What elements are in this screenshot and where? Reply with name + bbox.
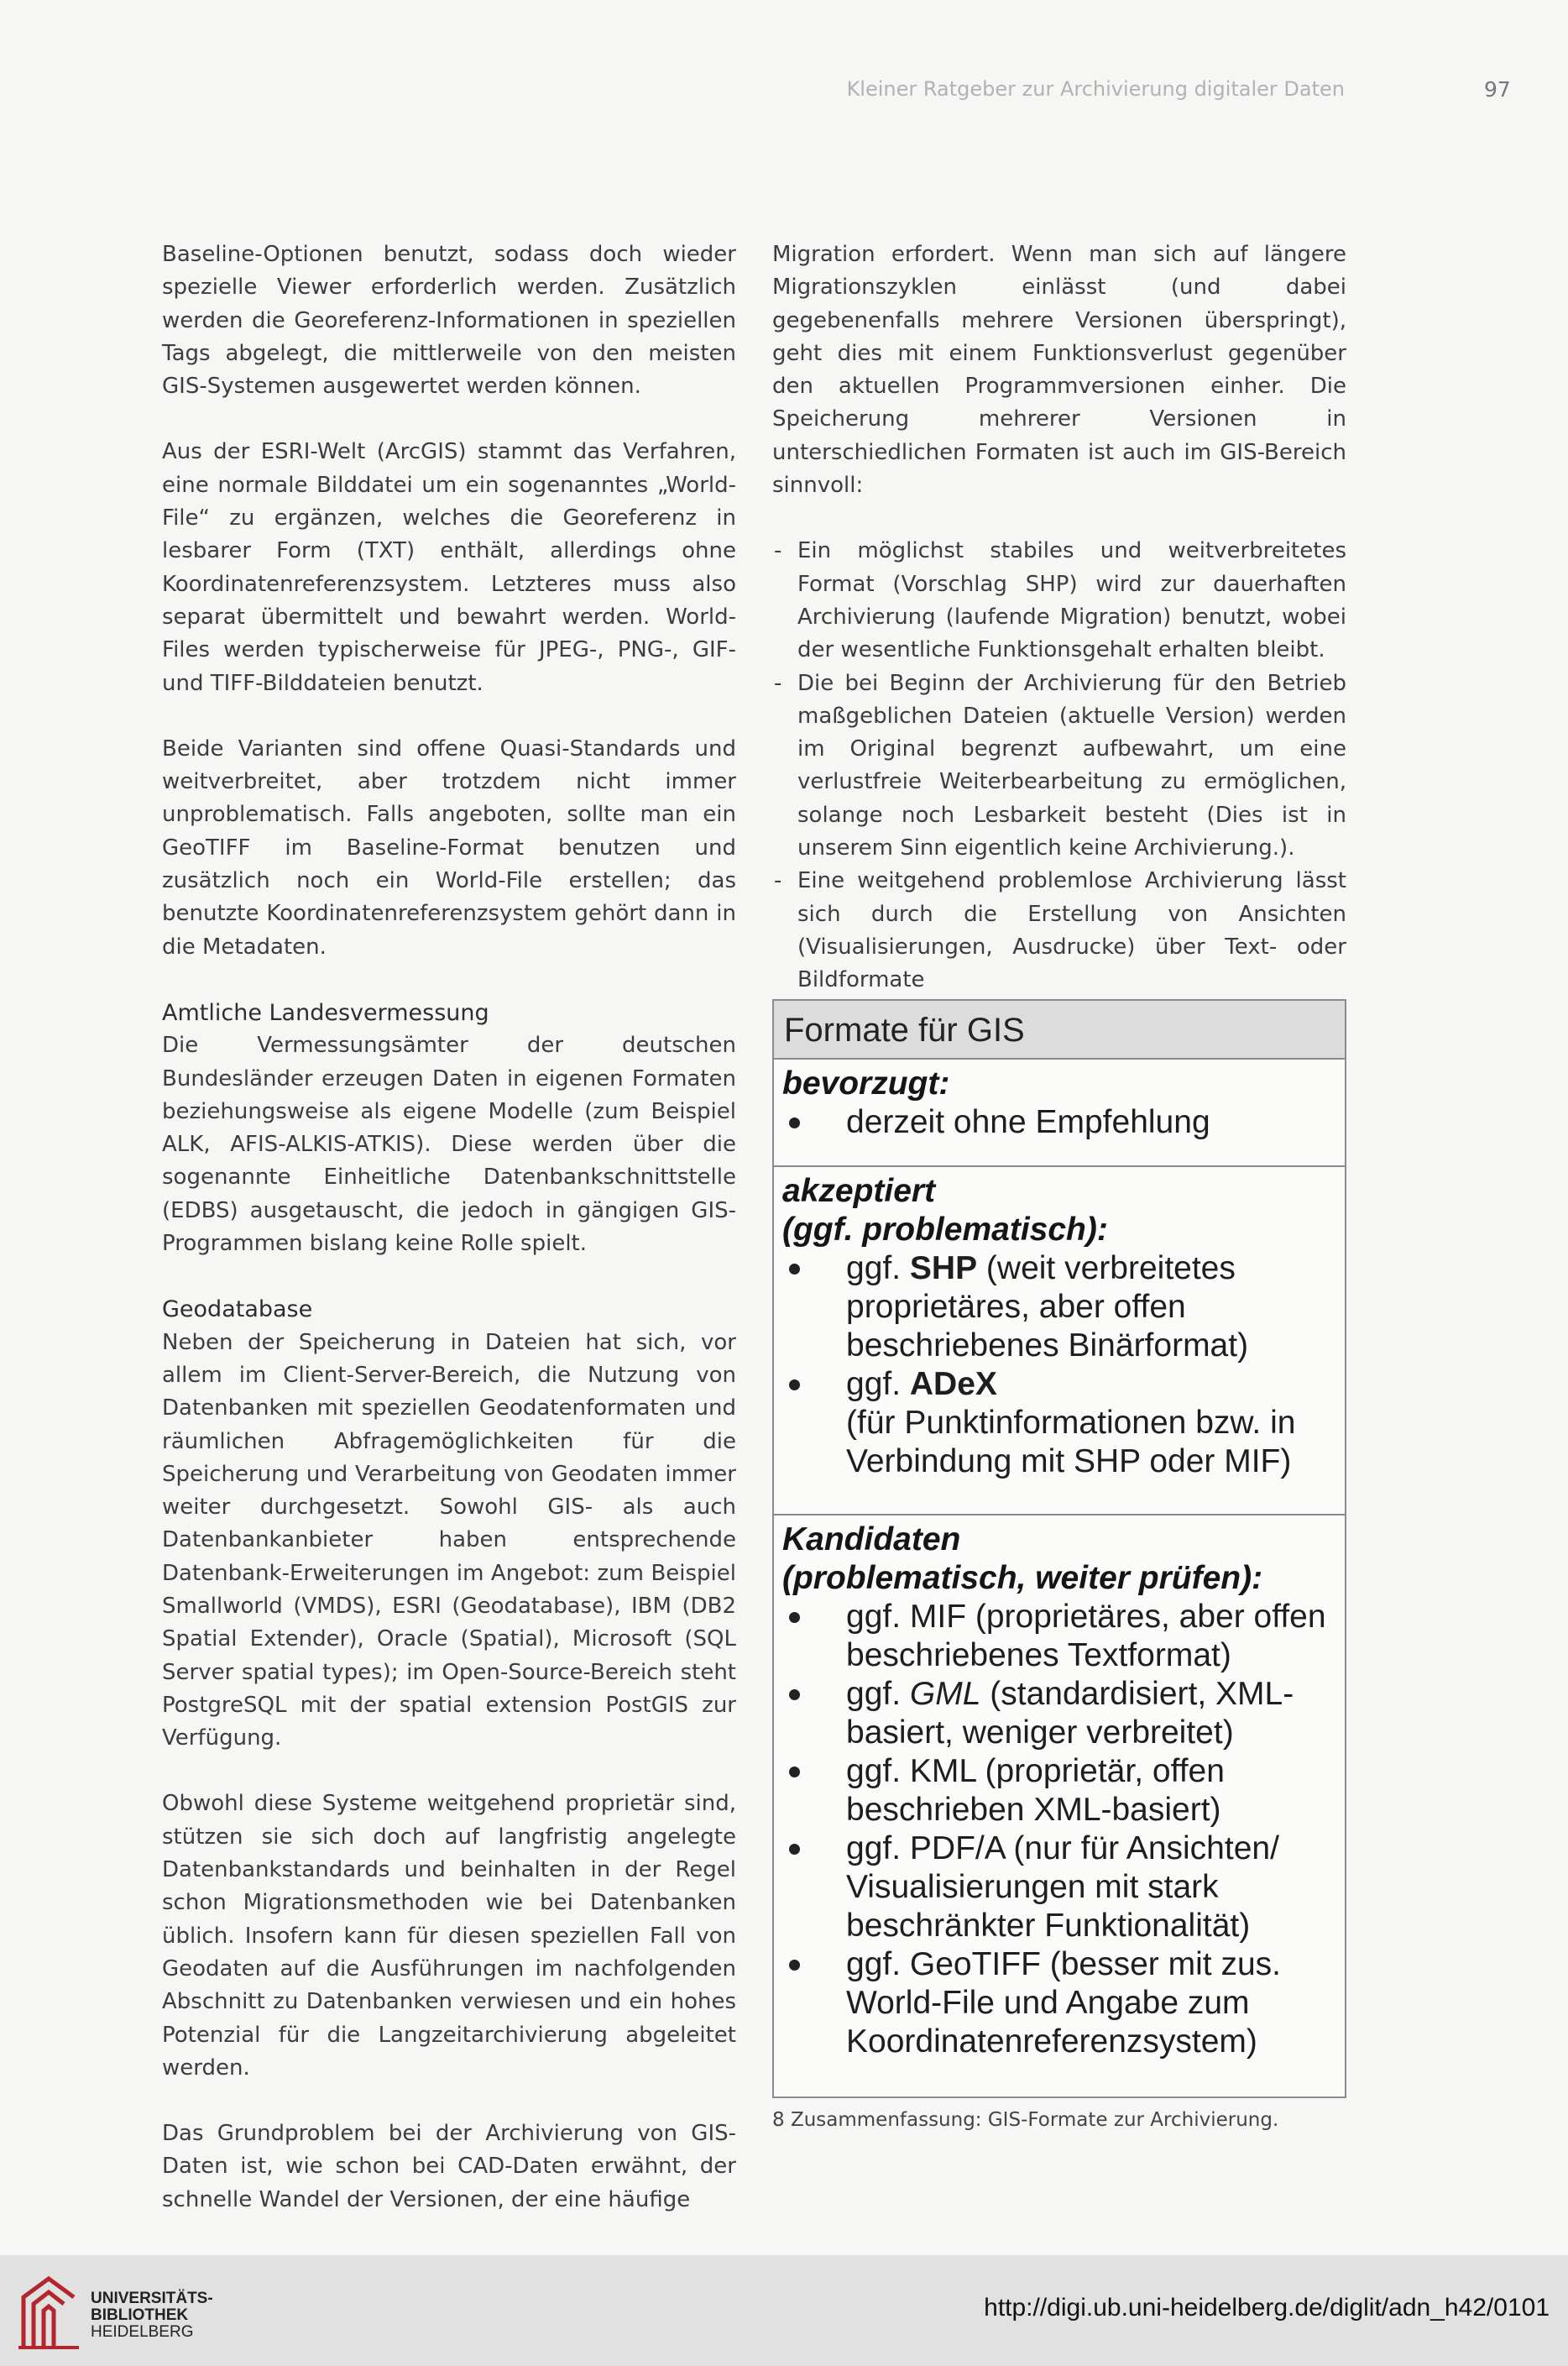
format-item-kml: ggf. KML (proprietär, offen beschrieben XML-basiert) (782, 1752, 1340, 1829)
paragraph: Neben der Speicherung in Dateien hat sich, vor allem im Client-Server-Bereich, die Nutzung von Datenbanken mit speziellen Geodatenformaten und räumlichen Abfragemöglichkeiten für die Speicherung und Verarbeitung von Geodaten immer weiter durchgesetzt. Sowohl GIS- als auch Datenbankanbieter haben entsprechende Datenbank-Erweiterungen im Angebot: zum Beispiel Smallworld (VMDS), ESRI (Geodatabase), IBM (DB2 Spatial Extender), Oracle (Spatial), Microsoft (SQL Server spatial types); im Open-Source-Bereich steht PostgreSQL mit der spatial extension PostGIS zur Verfügung. (162, 1329, 736, 1751)
paragraph: Beide Varianten sind offene Quasi-Standards und weitverbreitet, aber trotzdem nicht immer unproblematisch. Falls angeboten, sollte man ein GeoTIFF im Baseline-Format benutzen und zusätzlich noch ein World-File erstellen; das benutzte Koordinatenreferenzsystem gehört dann in die Metadaten. (162, 735, 736, 960)
format-item-gml: ggf. GML (standardisiert, XML-basiert, weniger verbreitet) (782, 1675, 1340, 1752)
paragraph: Baseline-Optionen benutzt, sodass doch wieder spezielle Viewer erforderlich werden. Zusätzlich werden die Georeferenz-Informationen in speziellen Tags abgelegt, die mittlerweile von den meisten GIS-Systemen ausgewertet werden können. (162, 242, 736, 400)
box-title: Formate für GIS (774, 1001, 1345, 1060)
paragraph: Die Vermessungsämter der deutschen Bundesländer erzeugen Daten in eigenen Formaten beziehungsweise als eigene Modelle (zum Beispiel ALK, AFIS-ALKIS-ATKIS). Diese werden über die sogenannte Einheitliche Datenbankschnittstelle (EDBS) ausgetauscht, die jedoch in gängigen GIS-Programmen bislang keine Rolle spielt. (162, 1033, 736, 1257)
format-item-adex: ggf. ADeX (für Punktinformationen bzw. in Verbindung mit SHP oder MIF) (782, 1365, 1340, 1481)
gis-formats-box (772, 999, 1346, 2098)
right-column (772, 238, 1346, 997)
format-item-mif: ggf. MIF (proprietäres, aber offen beschriebenes Textformat) (782, 1598, 1340, 1675)
bullet-icon (789, 1844, 800, 1855)
format-item: derzeit ohne Empfehlung (782, 1103, 1340, 1142)
section-heading: Kandidaten (problematisch, weiter prüfen): (782, 1521, 1263, 1596)
bullet-icon (789, 1960, 800, 1971)
list-item: - Ein möglichst stabiles und weitverbreitetes Format (Vorschlag SHP) wird zur dauerhaften Archivierung (laufende Migration) benutzt, wobei der wesentliche Funktionsgehalt erhalten bleibt. (772, 535, 1346, 667)
section-heading: akzeptiert (ggf. problematisch): (782, 1173, 1108, 1248)
library-logo-text: UNIVERSITÄTS- BIBLIOTHEK HEIDELBERG (91, 2290, 213, 2341)
section-heading: Amtliche Landesvermessung (162, 999, 489, 1026)
dash-list (772, 535, 1346, 997)
bullet-icon (789, 1767, 800, 1777)
bullet-icon (789, 1264, 800, 1275)
format-item-shp: ggf. SHP (weit verbreitetes proprietäres, aber offen beschriebenes Binärformat) (782, 1249, 1340, 1365)
bullet-icon (789, 1689, 800, 1700)
library-logo-icon (15, 2272, 82, 2353)
format-item-pdfa: ggf. PDF/A (nur für Ansichten/ Visualisierungen mit stark beschränkter Funktionalität) (782, 1829, 1340, 1945)
page-number: 97 (1484, 77, 1511, 102)
section-heading: bevorzugt: (782, 1065, 950, 1102)
paragraph: Obwohl diese Systeme weitgehend proprietär sind, stützen sie sich doch auf langfristig angelegte Datenbankstandards und beinhalten in der Regel schon Migrationsmethoden wie bei Datenbanken üblich. Insofern kann für diesen speziellen Fall von Geodaten auf die Ausführungen im nachfolgenden Abschnitt zu Datenbanken verwiesen und ein hohes Potenzial für die Langzeitarchivierung abgeleitet werden. (162, 1791, 736, 2081)
list-item: - Die bei Beginn der Archivierung für den Betrieb maßgeblichen Dateien (aktuelle Version) werden im Original begrenzt aufbewahrt, um eine verlustfreie Weiterbearbeitung zu ermöglichen, solange noch Lesbarkeit besteht (Dies ist in unserem Sinn eigentlich keine Archivierung.). (772, 667, 1346, 866)
format-item-geotiff: ggf. GeoTIFF (besser mit zus. World-File und Angabe zum Koordinatenreferenzsystem) (782, 1945, 1340, 2061)
section-bevorzugt (774, 1060, 1345, 1167)
paragraph: Migration erfordert. Wenn man sich auf längere Migrationszyklen einlässt (und dabei gegebenenfalls mehrere Versionen überspringt), geht dies mit einem Funktionsverlust gegenüber den aktuellen Programmversionen einher. Die Speicherung mehrerer Versionen in unterschiedlichen Formaten ist auch im GIS-Bereich sinnvoll: (772, 242, 1346, 499)
footer-bar (0, 2255, 1568, 2366)
section-heading: Geodatabase (162, 1296, 313, 1323)
paragraph: Aus der ESRI-Welt (ArcGIS) stammt das Verfahren, eine normale Bilddatei um ein sogenanntes „World-File“ zu ergänzen, welches die Georeferenz in lesbarer Form (TXT) enthält, allerdings ohne Koordinatenreferenzsystem. Letzteres muss also separat übermittelt und bewahrt werden. World-Files werden typischerweise für JPEG-, PNG-, GIF- und TIFF-Bilddateien benutzt. (162, 439, 736, 696)
permalink-url[interactable]: http://digi.ub.uni-heidelberg.de/diglit/adn_h42/0101 (984, 2294, 1550, 2322)
paragraph: Das Grundproblem bei der Archivierung von GIS-Daten ist, wie schon bei CAD-Daten erwähnt, der schnelle Wandel der Versionen, der eine häufige (162, 2121, 736, 2212)
bullet-icon (789, 1118, 800, 1128)
section-akzeptiert (774, 1167, 1345, 1515)
bullet-icon (789, 1612, 800, 1623)
section-kandidaten (774, 1515, 1345, 2107)
list-item: - Eine weitgehend problemlose Archivierung lässt sich durch die Erstellung von Ansichten (Visualisierungen, Ausdrucke) über Text- oder Bildformate (772, 865, 1346, 997)
bullet-icon (789, 1379, 800, 1390)
left-column (162, 238, 736, 2217)
running-title: Kleiner Ratgeber zur Archivierung digitaler Daten (846, 77, 1345, 101)
figure-caption: 8 Zusammenfassung: GIS-Formate zur Archivierung. (772, 2109, 1279, 2131)
